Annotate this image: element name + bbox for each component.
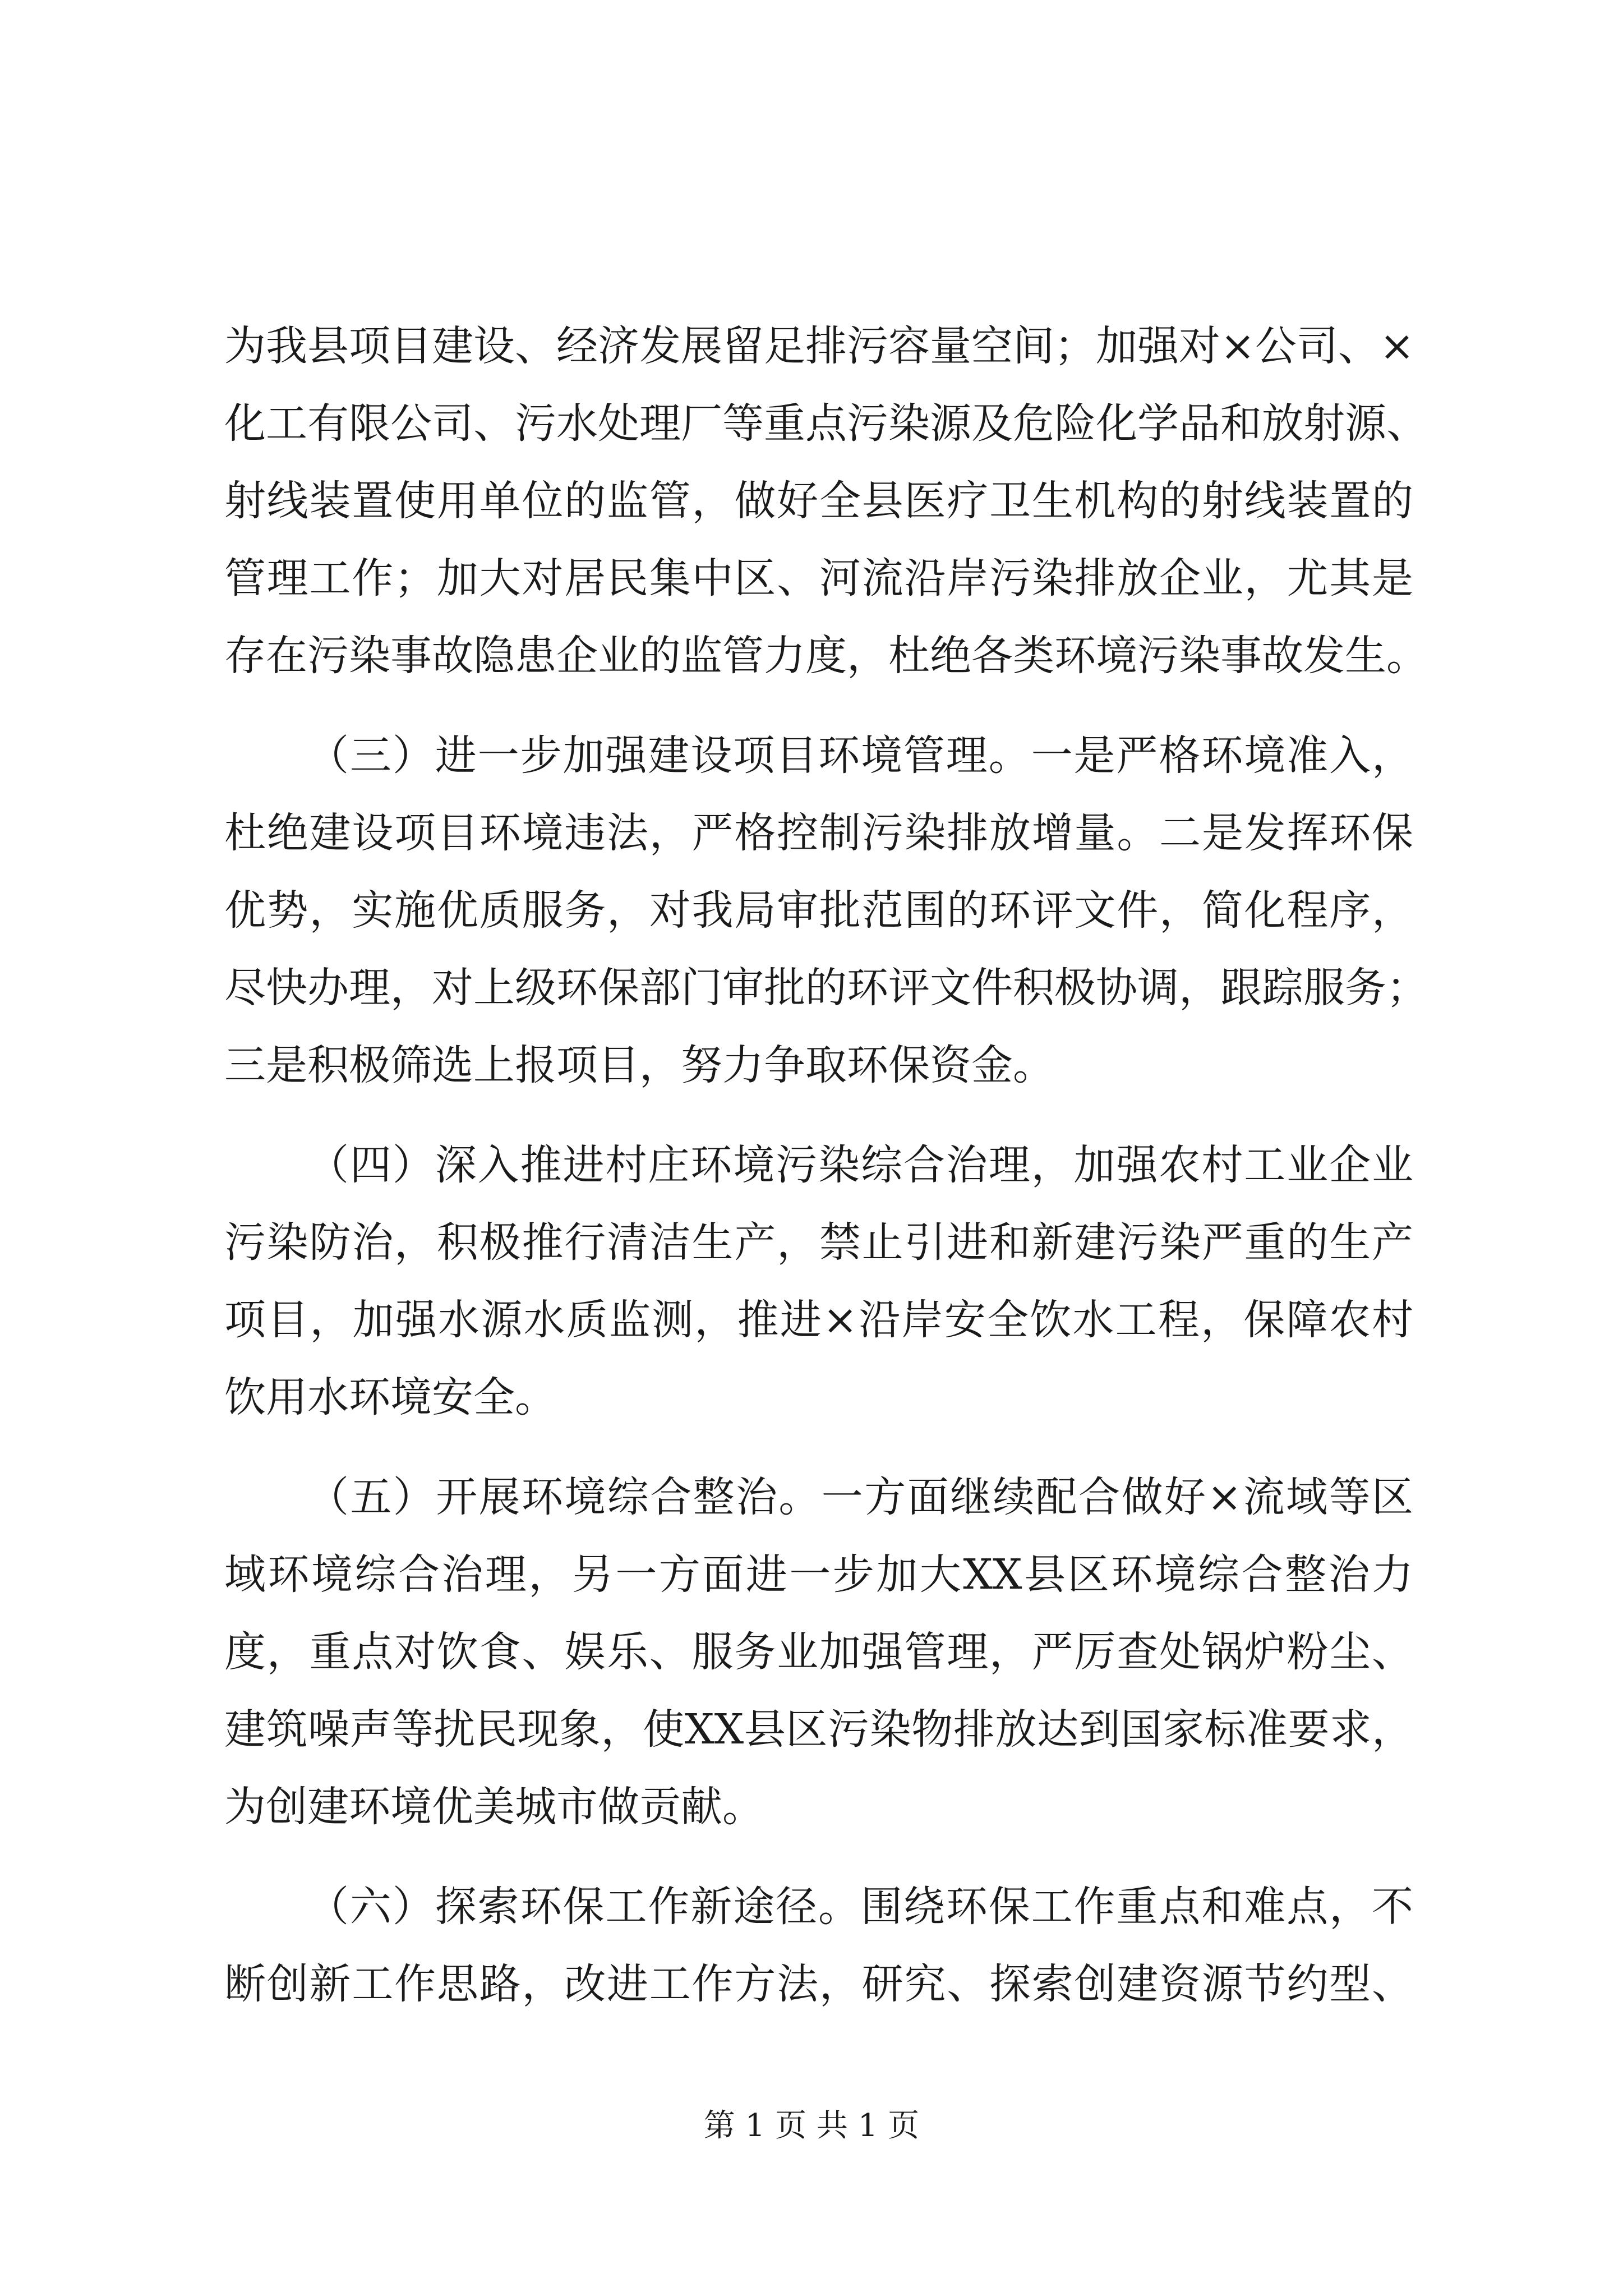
text-line: 污染防治，积极推行清洁生产，禁止引进和新建污染严重的生产 [224,1218,1413,1267]
text-line: 存在污染事故隐患企业的监管力度，杜绝各类环境污染事故发生。 [224,632,1428,680]
text-line: 断创新工作思路，改进工作方法，研究、探索创建资源节约型、 [224,1960,1413,2008]
document-body [224,307,1428,2023]
text-line: （三）进一步加强建设项目环境管理。一是严格环境准入， [307,731,1413,780]
text-line: 项目，加强水源水质监测，推进×沿岸安全饮水工程，保障农村 [224,1296,1413,1344]
text-line: 化工有限公司、污水处理厂等重点污染源及危险化学品和放射源、 [224,399,1428,448]
text-line: 优势，实施优质服务，对我局审批范围的环评文件，简化程序， [224,886,1413,935]
paragraph-5 [224,1868,1413,2023]
text-line: 为创建环境优美城市做贡献。 [224,1783,764,1831]
paragraph-2 [224,717,1428,1104]
text-line: （六）探索环保工作新途径。围绕环保工作重点和难点，不 [307,1883,1413,1931]
text-line: 三是积极筛选上报项目，努力争取环保资金。 [224,1041,1054,1089]
text-line: 度，重点对饮食、娱乐、服务业加强管理，严厉查处锅炉粉尘、 [224,1628,1413,1676]
text-line: （五）开展环境综合整治。一方面继续配合做好×流域等区 [307,1473,1413,1521]
page-footer: 第 1 页 共 1 页 [703,2108,920,2144]
text-line: 饮用水环境安全。 [224,1373,556,1421]
text-line: 域环境综合治理，另一方面进一步加大XX县区环境综合整治力 [224,1550,1413,1599]
text-line: 为我县项目建设、经济发展留足排污容量空间；加强对×公司、× [224,322,1415,370]
text-line: （四）深入推进村庄环境污染综合治理，加强农村工业企业 [307,1141,1413,1189]
text-line: 尽快办理，对上级环保部门审批的环评文件积极协调，跟踪服务； [224,964,1428,1012]
paragraph-4 [224,1458,1413,1846]
text-line: 射线装置使用单位的监管，做好全县医疗卫生机构的射线装置的 [224,477,1413,525]
text-line: 管理工作；加大对居民集中区、河流沿岸污染排放企业，尤其是 [224,554,1413,602]
text-line: 建筑噪声等扰民现象，使XX县区污染物排放达到国家标准要求， [224,1705,1413,1754]
paragraph-1 [224,307,1428,694]
text-line: 杜绝建设项目环境违法，严格控制污染排放增量。二是发挥环保 [224,809,1413,857]
paragraph-3 [224,1126,1413,1436]
